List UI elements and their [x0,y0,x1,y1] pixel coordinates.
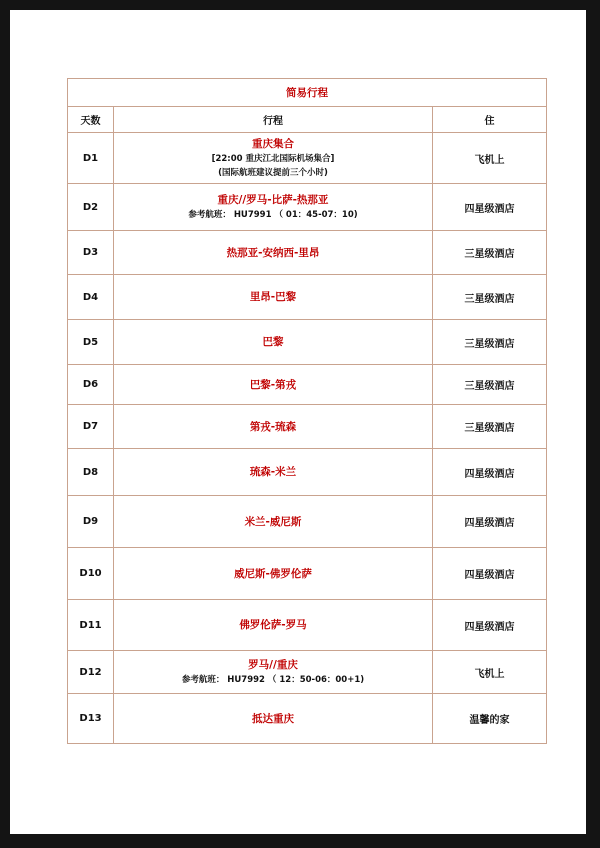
stay-cell: 温馨的家 [433,694,547,744]
day-cell: D12 [68,651,114,694]
stay-cell: 四星级酒店 [433,548,547,600]
table-row [68,449,547,496]
route-note: 参考航班： HU7992 （ 12：50-06：00+1) [181,675,365,685]
header-stay: 住 [433,107,547,133]
stay-cell: 三星级酒店 [433,231,547,275]
route-title: 巴黎-第戎 [249,378,297,391]
day-cell: D7 [68,405,114,449]
route-cell [114,275,433,320]
route-title: 重庆集合 [252,138,294,150]
day-cell: D3 [68,231,114,275]
route-cell [114,600,433,651]
stay-cell: 三星级酒店 [433,365,547,405]
route-cell [114,651,433,694]
route-title: 第戎-琉森 [249,420,297,433]
table-row [68,184,547,231]
table-row [68,405,547,449]
document-page [10,10,586,834]
day-cell: D6 [68,365,114,405]
stay-cell: 四星级酒店 [433,496,547,548]
route-title: 佛罗伦萨-罗马 [239,619,307,631]
route-cell [114,133,433,184]
day-cell: D9 [68,496,114,548]
stay-cell: 四星级酒店 [433,449,547,496]
day-cell: D13 [68,694,114,744]
stay-cell: 三星级酒店 [433,320,547,365]
day-cell: D10 [68,548,114,600]
table-row [68,320,547,365]
header-route: 行程 [114,107,433,133]
route-title: 威尼斯-佛罗伦萨 [234,567,312,580]
route-title: 巴黎 [262,336,284,348]
day-cell: D5 [68,320,114,365]
table-row [68,694,547,744]
route-cell [114,231,433,275]
table-row [68,548,547,600]
route-title: 热那亚-安纳西-里昂 [226,246,320,259]
itinerary-table [67,78,547,744]
route-cell [114,449,433,496]
header-day: 天数 [68,107,114,133]
stay-cell: 四星级酒店 [433,184,547,231]
day-cell: D2 [68,184,114,231]
table-title: 简易行程 [68,79,547,107]
table-row [68,365,547,405]
route-cell [114,405,433,449]
itinerary-rows [68,133,547,744]
day-cell: D4 [68,275,114,320]
route-title: 米兰-威尼斯 [244,515,302,528]
day-cell: D8 [68,449,114,496]
table-row [68,275,547,320]
table-row [68,231,547,275]
route-note: [22:00 重庆江北国际机场集合] [211,154,335,164]
stay-cell: 飞机上 [433,133,547,184]
route-cell [114,320,433,365]
stay-cell: 三星级酒店 [433,275,547,320]
table-row [68,133,547,184]
table-row [68,651,547,694]
route-note: (国际航班建议提前三个小时) [218,168,328,178]
route-title: 里昂-巴黎 [249,291,297,303]
day-cell: D11 [68,600,114,651]
stay-cell: 三星级酒店 [433,405,547,449]
stay-cell: 四星级酒店 [433,600,547,651]
day-cell: D1 [68,133,114,184]
table-row [68,600,547,651]
route-title: 罗马//重庆 [248,659,298,671]
route-title: 重庆//罗马-比萨-热那亚 [217,194,329,206]
table-row [68,496,547,548]
route-cell [114,548,433,600]
route-cell [114,365,433,405]
route-title: 琉森-米兰 [249,466,297,478]
route-cell [114,184,433,231]
route-note: 参考航班： HU7991 （ 01：45-07：10) [188,210,358,220]
stay-cell: 飞机上 [433,651,547,694]
route-title: 抵达重庆 [252,712,294,725]
route-cell [114,496,433,548]
route-cell [114,694,433,744]
